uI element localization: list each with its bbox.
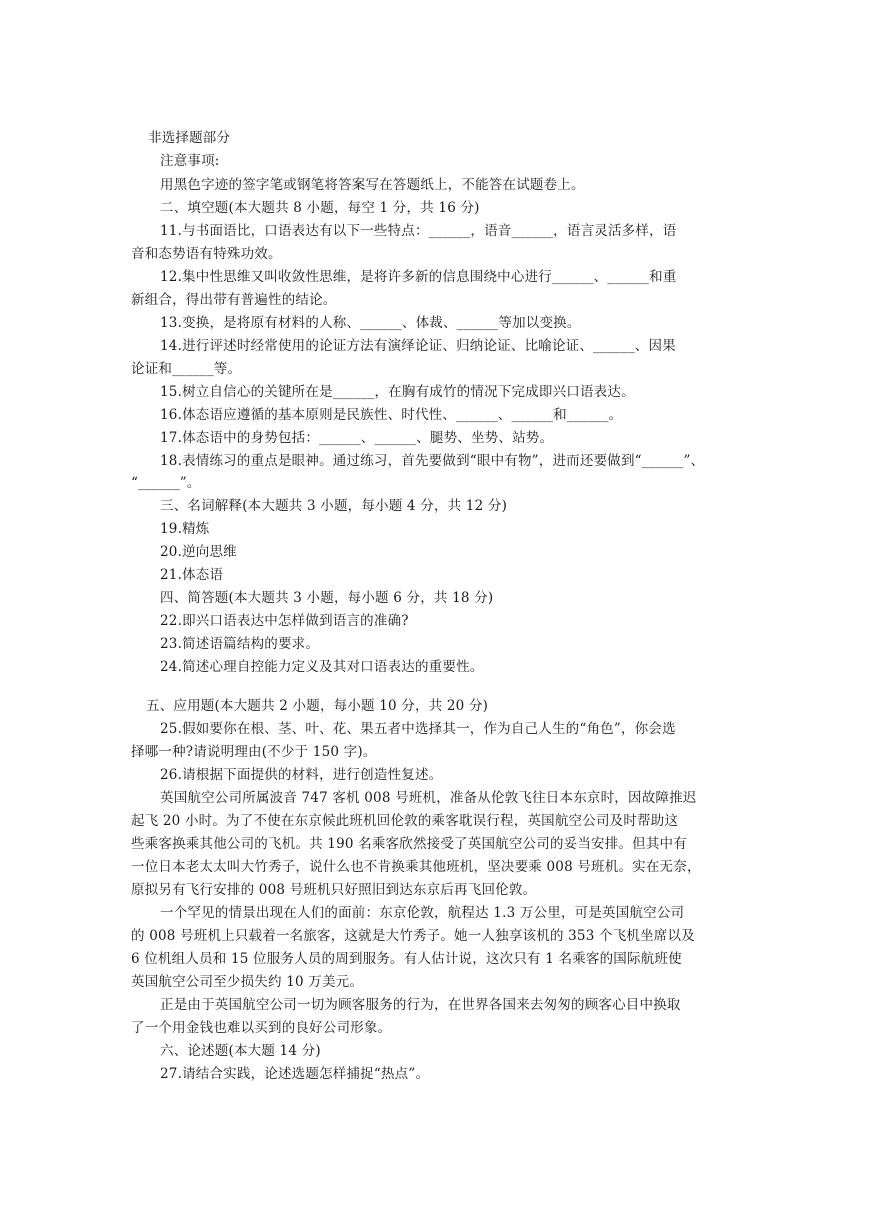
question-12-line-2: 新组合，得出带有普遍性的结论。 [131, 292, 337, 308]
material-paragraph-2-line-2: 的 008 号班机上只载着一名旅客，这就是大竹秀子。她一人独享该机的 353 个飞机坐席以及 [131, 928, 695, 944]
section-heading-short-answer: 四、简答题(本大题共 3 小题，每小题 6 分，共 18 分) [160, 590, 494, 606]
section-heading-essay: 六、论述题(本大题 14 分) [160, 1043, 321, 1059]
question-16: 16.体态语应遵循的基本原则是民族性、时代性、______、______和______。 [160, 407, 623, 423]
question-27: 27.请结合实践，论述选题怎样捕捉“热点”。 [160, 1066, 430, 1082]
section-heading-non-choice: 非选择题部分 [148, 130, 231, 146]
material-paragraph-3-line-1: 正是由于英国航空公司一切为顾客服务的行为，在世界各国来去匆匆的顾客心目中换取 [160, 997, 681, 1013]
question-26: 26.请根据下面提供的材料，进行创造性复述。 [160, 767, 443, 783]
question-18-line-2: “______”。 [131, 475, 201, 491]
material-paragraph-1-line-1: 英国航空公司所属波音 747 客机 008 号班机，准备从伦敦飞往日本东京时，因故障推迟 [160, 790, 697, 806]
material-paragraph-1-line-5: 原拟另有飞行安排的 008 号班机只好照旧到达东京后再飞回伦敦。 [131, 882, 537, 898]
question-11-line-1: 11.与书面语比，口语表达有以下一些特点：______，语音______，语言灵活多样，语 [160, 223, 677, 239]
material-paragraph-1-line-3: 些乘客换乘其他公司的飞机。共 190 名乘客欣然接受了英国航空公司的妥当安排。但其中有 [131, 836, 687, 852]
question-13: 13.变换，是将原有材料的人称、______、体裁、______等加以变换。 [160, 315, 581, 331]
notice-text: 用黑色字迹的签字笔或钢笔将答案写在答题纸上，不能答在试题卷上。 [160, 177, 585, 193]
section-heading-fill-blank: 二、填空题(本大题共 8 小题，每空 1 分，共 16 分) [160, 200, 480, 216]
question-18-line-1: 18.表情练习的重点是眼神。通过练习，首先要做到“眼中有物”，进而还要做到“______”、 [160, 453, 705, 469]
section-heading-term-explanation: 三、名词解释(本大题共 3 小题，每小题 4 分，共 12 分) [160, 498, 508, 514]
material-paragraph-2-line-1: 一个罕见的情景出现在人们的面前：东京伦敦，航程达 1.3 万公里，可是英国航空公司 [160, 905, 685, 921]
question-15: 15.树立自信心的关键所在是______，在胸有成竹的情况下完成即兴口语表达。 [160, 384, 635, 400]
question-12-line-1: 12.集中性思维又叫收敛性思维，是将许多新的信息围绕中心进行______、______和重 [160, 269, 677, 285]
question-25-line-1: 25.假如要你在根、茎、叶、花、果五者中选择其一，作为自己人生的“角色”，你会选 [160, 721, 676, 737]
section-heading-application: 五、应用题(本大题共 2 小题，每小题 10 分，共 20 分) [146, 698, 489, 714]
material-paragraph-2-line-3: 6 位机组人员和 15 位服务人员的周到服务。有人估计说，这次只有 1 名乘客的国际航班使 [131, 951, 682, 967]
question-24: 24.简述心理自控能力定义及其对口语表达的重要性。 [160, 659, 484, 675]
material-paragraph-1-line-2: 起飞 20 小时。为了不使在东京候此班机回伦敦的乘客耽误行程，英国航空公司及时帮助这 [131, 813, 679, 829]
material-paragraph-3-line-2: 了一个用金钱也难以买到的良好公司形象。 [131, 1020, 392, 1036]
question-14-line-2: 论证和______等。 [131, 361, 242, 377]
question-23: 23.简述语篇结构的要求。 [160, 636, 320, 652]
notice-heading: 注意事项: [160, 153, 220, 169]
question-11-line-2: 音和态势语有特殊功效。 [131, 246, 282, 262]
question-21: 21.体态语 [160, 567, 224, 583]
question-14-line-1: 14.进行评述时经常使用的论证方法有演绎论证、归纳论证、比喻论证、______、因果 [160, 338, 676, 354]
question-19: 19.精炼 [160, 521, 210, 537]
question-17: 17.体态语中的身势包括：______、______、腿势、坐势、站势。 [160, 430, 554, 446]
question-25-line-2: 择哪一种?请说明理由(不少于 150 字)。 [131, 744, 377, 760]
question-22: 22.即兴口语表达中怎样做到语言的准确? [160, 613, 409, 629]
material-paragraph-2-line-4: 英国航空公司至少损失约 10 万美元。 [131, 974, 364, 990]
material-paragraph-1-line-4: 一位日本老太太叫大竹秀子，说什么也不肯换乘其他班机，坚决要乘 008 号班机。实在无奈， [131, 859, 701, 875]
question-20: 20.逆向思维 [160, 544, 237, 560]
